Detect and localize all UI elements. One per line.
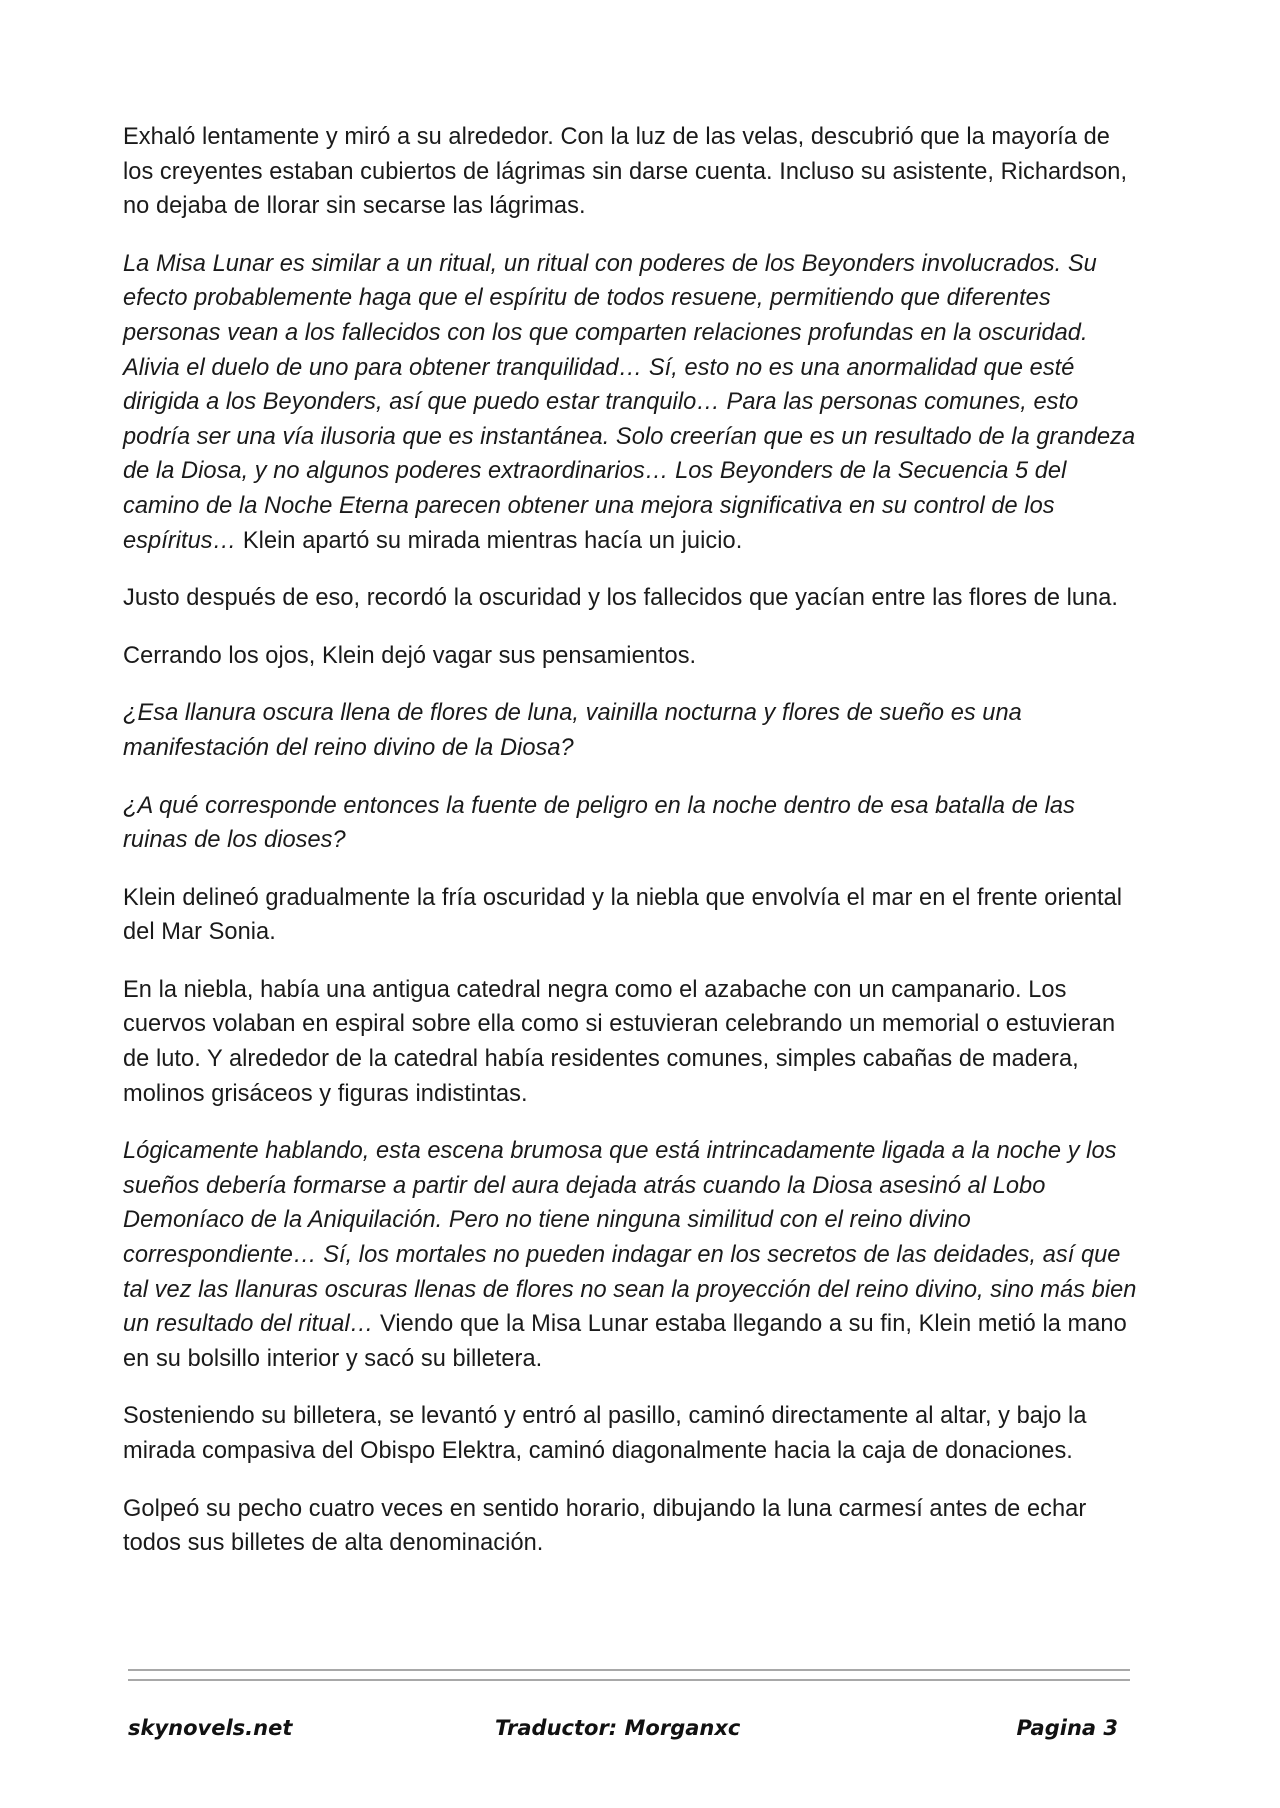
text-segment: Cerrando los ojos, Klein dejó vagar sus pensamientos.	[123, 642, 697, 669]
paragraph	[123, 581, 1145, 616]
page-footer	[128, 1716, 1130, 1750]
paragraph	[123, 120, 1145, 224]
paragraph	[123, 1134, 1145, 1376]
paragraph	[123, 1399, 1145, 1468]
paragraph	[123, 639, 1145, 674]
text-segment: Sosteniendo su billetera, se levantó y entró al pasillo, caminó directamente al altar, y bajo la mirada compasiva del Obispo Elektra, caminó diagonalmente hacia la caja de donaciones.	[123, 1403, 1087, 1464]
footer-site-name: skynovels.net	[128, 1716, 293, 1740]
text-segment: En la niebla, había una antigua catedral negra como el azabache con un campanario. Los cuervos volaban en espiral sobre ella como si estuvieran celebrando un memorial o estuvieran de luto. Y alrededor de la catedral había residentes comunes, simples cabañas de madera, molinos grisáceos y figuras indistintas.	[123, 976, 1116, 1107]
document-body	[123, 120, 1145, 1584]
footer-translator: Traductor: Morganxc	[495, 1716, 741, 1740]
text-segment: Klein apartó su mirada mientras hacía un juicio.	[236, 527, 743, 554]
paragraph	[123, 789, 1145, 858]
italic-text-segment: Lógicamente hablando, esta escena brumosa que está intrincadamente ligada a la noche y los sueños debería formarse a partir del aura dejada atrás cuando la Diosa asesinó al Lobo Demoníaco de la Aniquilación. Pero no tiene ninguna similitud con el reino divino correspondiente… Sí, los mortales no pueden indagar en los secretos de las deidades, así que tal vez las llanuras oscuras llenas de flores no sean la proyección del reino divino, sino más bien un resultado del ritual…	[123, 1138, 1137, 1338]
text-segment: Klein delineó gradualmente la fría oscuridad y la niebla que envolvía el mar en el frente oriental del Mar Sonia.	[123, 884, 1123, 946]
footer-page-number: Pagina 3	[1016, 1716, 1118, 1740]
paragraph	[123, 881, 1145, 950]
text-segment: Justo después de eso, recordó la oscuridad y los fallecidos que yacían entre las flores de luna.	[123, 585, 1119, 612]
paragraph	[123, 973, 1145, 1111]
text-segment: Viendo que la Misa Lunar estaba llegando a su fin, Klein metió la mano en su bolsillo interior y sacó su billetera.	[123, 1311, 1127, 1372]
italic-text-segment: ¿A qué corresponde entonces la fuente de peligro en la noche dentro de esa batalla de las ruinas de los dioses?	[123, 792, 1075, 854]
separator-line-top	[128, 1669, 1130, 1671]
text-segment: Golpeó su pecho cuatro veces en sentido horario, dibujando la luna carmesí antes de echar todos sus billetes de alta denominación.	[123, 1495, 1087, 1557]
separator-line-bottom	[128, 1679, 1130, 1681]
footer-separator	[128, 1669, 1130, 1689]
paragraph	[123, 696, 1145, 765]
text-segment: Exhaló lentamente y miró a su alrededor. Con la luz de las velas, descubrió que la mayoría de los creyentes estaban cubiertos de lágrimas sin darse cuenta. Incluso su asistente, Richardson, no dejaba de llorar sin secarse las lágrimas.	[123, 124, 1128, 220]
paragraph	[123, 1492, 1145, 1561]
italic-text-segment: La Misa Lunar es similar a un ritual, un ritual con poderes de los Beyonders involucrados. Su efecto probablemente haga que el espíritu de todos resuene, permitiendo que diferentes personas vean a los fallecidos con los que comparten relaciones profundas en la oscuridad. Alivia el duelo de uno para obtener tranquilidad… Sí, esto no es una anormalidad que esté dirigida a los Beyonders, así que puedo estar tranquilo… Para las personas comunes, esto podría ser una vía ilusoria que es instantánea. Solo creerían que es un resultado de la grandeza de la Diosa, y no algunos poderes extraordinarios… Los Beyonders de la Secuencia 5 del camino de la Noche Eterna parecen obtener una mejora significativa en su control de los espíritus…	[123, 250, 1136, 554]
paragraph	[123, 247, 1145, 558]
italic-text-segment: ¿Esa llanura oscura llena de flores de luna, vainilla nocturna y flores de sueño es una manifestación del reino divino de la Diosa?	[123, 700, 1022, 761]
